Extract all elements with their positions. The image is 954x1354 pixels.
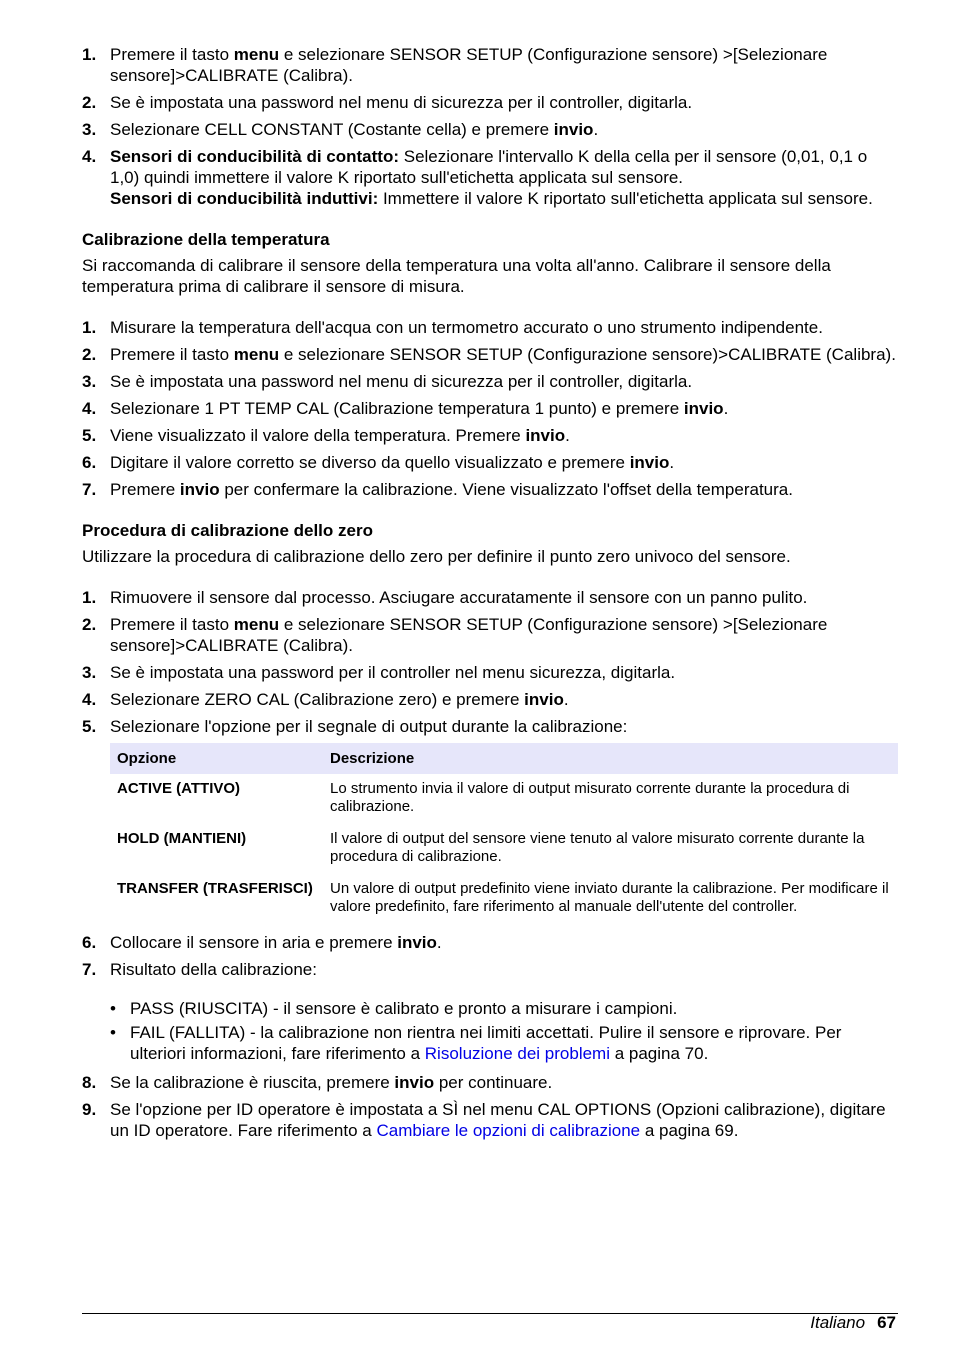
list-item: 2. Premere il tasto menu e selezionare SENSOR SETUP (Configurazione sensore)>CALIBRATE (Calibra). [82,345,896,364]
list-item: 3. Selezionare CELL CONSTANT (Costante cella) e premere invio. [82,120,599,139]
footer-divider [82,1313,898,1314]
result-bullets [110,998,898,1064]
section-heading-zero: Procedura di calibrazione dello zero [82,521,373,540]
section-intro-temperature: Si raccomanda di calibrare il sensore della temperatura una volta all'anno. Calibrare il sensore della temperatura prima di calibrare il sensore di misura. [82,256,831,296]
section-heading-temperature: Calibrazione della temperatura [82,230,330,249]
list-item: 8. Se la calibrazione è riuscita, premere invio per continuare. [82,1073,553,1092]
bullet-pass: • PASS (RIUSCITA) - il sensore è calibrato e pronto a misurare i campioni. [110,999,678,1018]
list-item: 5. Selezionare l'opzione per il segnale di output durante la calibrazione: [82,717,628,736]
table-row [110,874,898,924]
page-footer [810,1312,896,1333]
list-item: 1. Misurare la temperatura dell'acqua con un termometro accurato o uno strumento indipendente. [82,318,823,337]
bullet-icon: • [110,999,116,1018]
calibration-options-link[interactable]: Cambiare le opzioni di calibrazione [376,1121,641,1140]
description-cell: Lo strumento invia il valore di output misurato corrente durante la procedura di calibrazione. [330,780,850,815]
list-item: 4. Selezionare ZERO CAL (Calibrazione zero) e premere invio. [82,690,569,709]
page-number: 67 [877,1313,896,1332]
troubleshooting-link[interactable]: Risoluzione dei problemi [424,1044,610,1063]
list-item: 2. Se è impostata una password nel menu di sicurezza per il controller, digitarla. [82,93,693,112]
section-intro-zero: Utilizzare la procedura di calibrazione dello zero per definire il punto zero univoco del sensore. [82,547,791,566]
list-item: 1. Premere il tasto menu e selezionare SENSOR SETUP (Configurazione sensore) >[Selezionare sensore]>CALIBRATE (Calibra). [82,45,828,85]
list-item: 4. Selezionare 1 PT TEMP CAL (Calibrazione temperatura 1 punto) e premere invio. [82,399,729,418]
intro-steps [82,44,898,209]
footer-language: Italiano [810,1313,866,1332]
description-cell: Il valore di output del sensore viene tenuto al valore misurato corrente durante la procedura di calibrazione. [330,830,865,865]
zero-steps-continued [82,932,898,980]
table-header-row [110,743,898,774]
option-cell: HOLD (MANTIENI) [117,830,247,847]
table-row [110,824,898,874]
option-cell: ACTIVE (ATTIVO) [117,780,241,797]
bullet-fail: • FAIL (FALLITA) - la calibrazione non rientra nei limiti accettati. Pulire il sensore e riprovare. Per ulteriori informazioni, fare riferimento a Risoluzione dei problemi a pagina 70. [110,1023,842,1063]
list-item: 3. Se è impostata una password nel menu di sicurezza per il controller, digitarla. [82,372,693,391]
option-cell: TRANSFER (TRASFERISCI) [117,880,313,897]
bullet-icon: • [110,1023,116,1042]
column-header-description: Descrizione [323,743,898,774]
page-content [82,44,898,1147]
list-item: 1. Rimuovere il sensore dal processo. Asciugare accuratamente il sensore con un panno pulito. [82,588,808,607]
zero-steps-final [82,1072,898,1141]
list-item: 9. Se l'opzione per ID operatore è impostata a SÌ nel menu CAL OPTIONS (Opzioni calibrazione), digitare un ID operatore. Fare riferimento a Cambiare le opzioni di calibrazione a pagina 69. [82,1100,886,1140]
table-row [110,774,898,824]
zero-steps [82,587,898,737]
description-cell: Un valore di output predefinito viene inviato durante la calibrazione. Per modificare il valore predefinito, fare riferimento al manuale dell'utente del controller. [330,880,889,915]
options-table [110,743,898,924]
list-item: 4. Sensori di conducibilità di contatto: Selezionare l'intervallo K della cella per il sensore (0,01, 0,1 o 1,0) quindi immettere il valore K riportato sull'etichetta applicata sul sensore. Sensori di conducibilità induttivi: Immettere il valore K riportato sull'etichetta applicata sul sensore. [82,147,873,208]
list-item: 3. Se è impostata una password per il controller nel menu sicurezza, digitarla. [82,663,676,682]
list-item: 6. Digitare il valore corretto se diverso da quello visualizzato e premere invio. [82,453,675,472]
list-item: 6. Collocare il sensore in aria e premere invio. [82,933,442,952]
list-item: 5. Viene visualizzato il valore della temperatura. Premere invio. [82,426,570,445]
list-item: 7. Risultato della calibrazione: [82,960,317,979]
list-item: 2. Premere il tasto menu e selezionare SENSOR SETUP (Configurazione sensore) >[Selezionare sensore]>CALIBRATE (Calibra). [82,615,828,655]
list-item: 7. Premere invio per confermare la calibrazione. Viene visualizzato l'offset della temperatura. [82,480,793,499]
column-header-option: Opzione [110,743,323,774]
temperature-steps [82,317,898,500]
